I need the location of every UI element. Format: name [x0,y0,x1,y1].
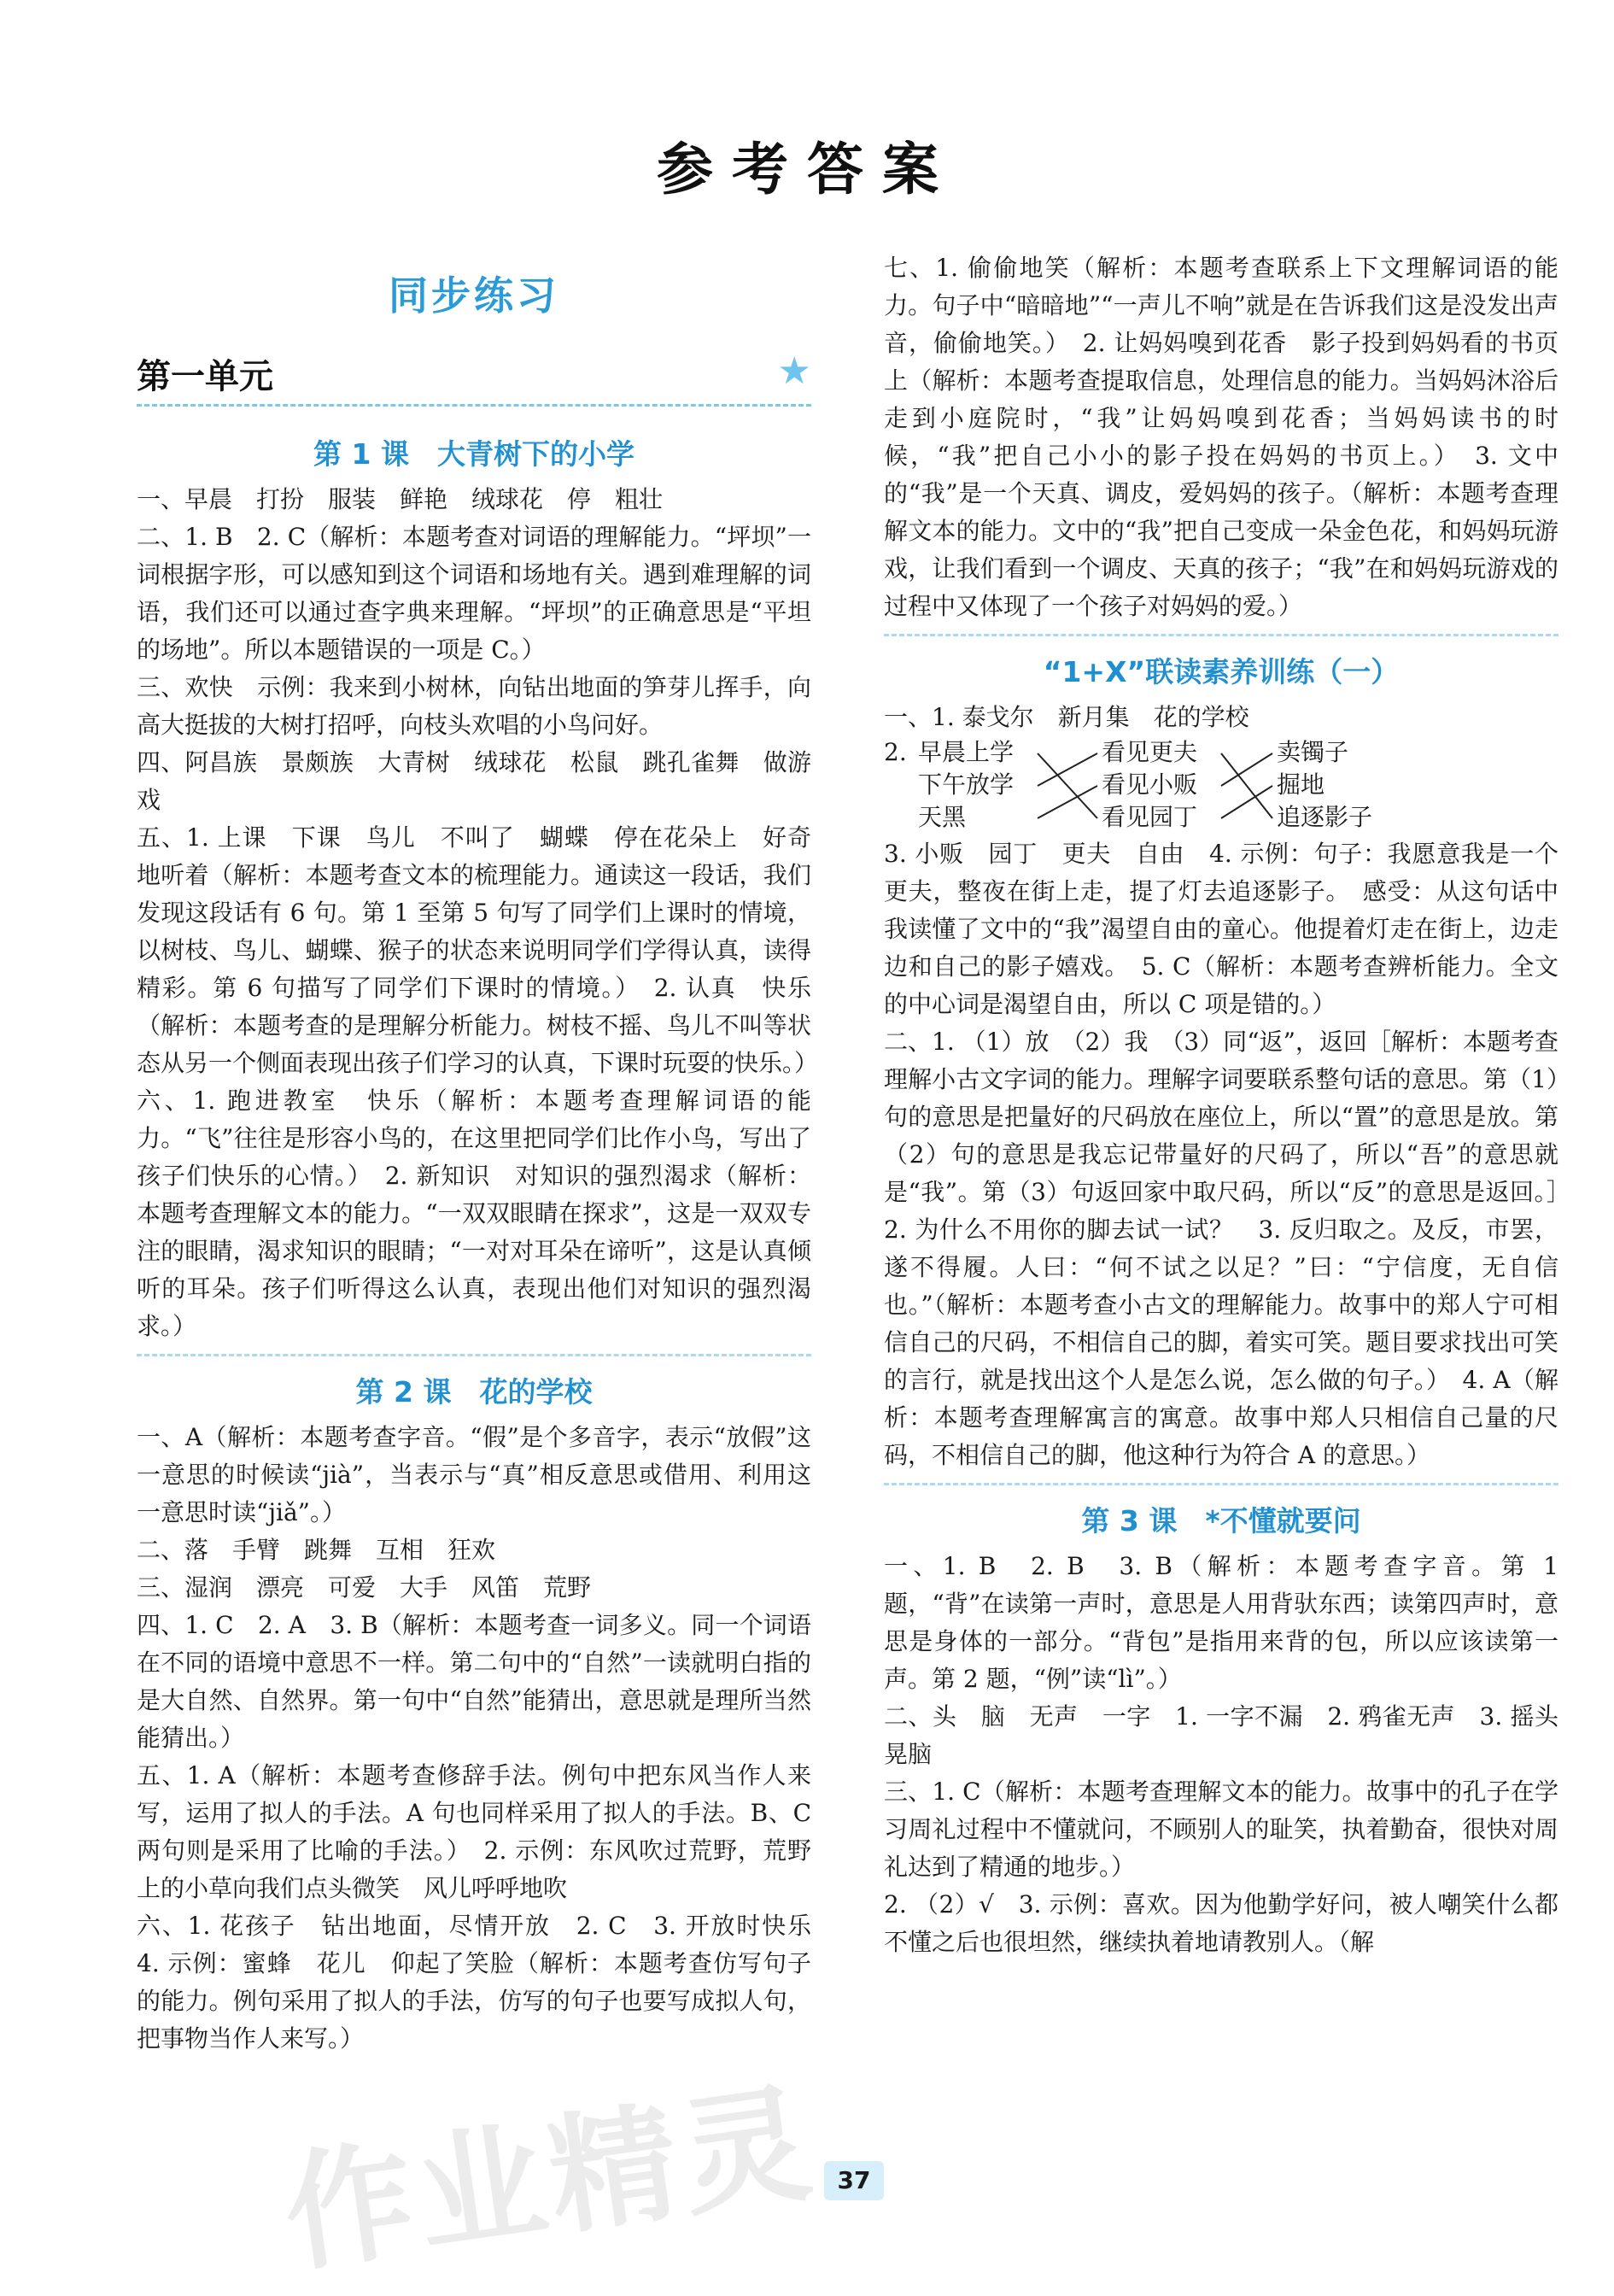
lesson-1-title: 第 1 课 大青树下的小学 [313,437,634,471]
divider [137,1354,811,1356]
lesson-3-part-3: 三、1. C（解析：本题考查理解文本的能力。故事中的孔子在学习周礼过程中不懂就问，不顾别人的耻笑，执着勤奋，很快对周礼达到了精通的地步。） [884,1778,1558,1881]
section-title: 同步练习 [389,272,559,319]
lian-du-part-2: 3. 小贩 园丁 更夫 自由 4. 示例：句子：我愿意我是一个更夫，整夜在街上走，提了灯去追逐影子。 感受：从这句话中我读懂了文中的“我”渴望自由的童心。他提着灯走在街上，边走边和自己的影子嬉戏。 5. C（解析：本题考查辨析能力。全文的中心词是渴望自由，所以 C 项是错的。） [884,840,1558,1018]
lesson-2-part-1: 一、A（解析：本题考查字音。“假”是个多音字，表示“放假”这一意思的时候读“jià”，当表示与“真”相反意思或借用、利用这一意思时读“jiǎ”。） [137,1423,811,1526]
unit-header [137,343,811,407]
lian-du-part-1: 一、1. 泰戈尔 新月集 花的学校 [884,703,1249,731]
lian-du-title: “1+X”联读素养训练（一） [1043,655,1400,688]
match-middle-item: 看见园丁 [1102,803,1198,831]
lesson-1-part-2: 二、1. B 2. C（解析：本题考查对词语的理解能力。“坪坝”一词根据字形，可以感知到这个词语和场地有关。遇到难理解的词语，我们还可以通过查字典来理解。“坪坝”的正确意思是“平坦的场地”。所以本题错误的一项是 C。） [137,523,811,664]
lesson-3-part-1: 一、1. B 2. B 3. B（解析：本题考查字音。第 1 题，“背”在读第一声时，意思是人用背驮东西；读第四声时，意思是身体的一部分。“背包”是指用来背的包，所以应该读第一声。第 2 题，“例”读“lì”。） [884,1552,1558,1693]
lesson-2-part-6: 六、1. 花孩子 钻出地面，尽情开放 2. C 3. 开放时快乐 4. 示例：蜜蜂 花儿 仰起了笑脸（解析：本题考查仿写句子的能力。例句采用了拟人的手法，仿写的句子也要写成拟人句，把事物当作人来写。） [137,1912,836,2053]
lesson-3-part-4: 2. （2）√ 3. 示例：喜欢。因为他勤学好问，被人嘲笑什么都不懂之后也很坦然，继续执着地请教别人。（解 [884,1890,1558,1956]
page-number: 37 [824,2161,884,2200]
lian-du-part-3: 二、1. （1）放 （2）我 （3）同“返”，返回［解析：本题考查理解小古文字词的能力。理解字词要联系整句话的意思。第（1）句的意思是把量好的尺码放在座位上，所以“置”的意思是放。第（2）句的意思是我忘记带量好的尺码了，所以“吾”的意思就是“我”。第（3）句返回家中取尺码，所以“反”的意思是返回。］ 2. 为什么不用你的脚去试一试？ 3. 反归取之。及反，市罢，遂不得履。人曰：“何不试之以足？”曰：“宁信度，无自信也。”（解析：本题考查小古文的理解能力。故事中的郑人宁可相信自己的尺码，不相信自己的脚，着实可笑。题目要求找出可笑的言行，就是找出这个人是怎么说，怎么做的句子。） 4. A（解析：本题考查理解寓言的寓意。故事中郑人只相信自己量的尺码，不相信自己的脚，他这种行为符合 A 的意思。） [884,1028,1583,1469]
divider [884,1483,1558,1485]
divider [884,634,1558,636]
match-right-item: 追逐影子 [1277,803,1373,831]
lesson-2-part-5: 五、1. A（解析：本题考查修辞手法。例句中把东风当作人来写，运用了拟人的手法。A 句也同样采用了拟人的手法。B、C 两句则是采用了比喻的手法。） 2. 示例：东风吹过荒野，荒野上的小草向我们点头微笑 风儿呼呼地吹 [137,1761,811,1902]
match-left-item: 早晨上学 [918,738,1015,766]
unit-title: 第一单元 [137,357,273,396]
lesson-3-part-2: 二、头 脑 无声 一字 1. 一字不漏 2. 鸦雀无声 3. 摇头晃脑 [884,1702,1558,1768]
match-left-item: 下午放学 [918,770,1015,799]
match-middle-item: 看见小贩 [1102,770,1198,799]
lesson-1-part-1: 一、早晨 打扮 服装 鲜艳 绒球花 停 粗壮 [137,485,664,513]
lesson-1-part-5: 五、1. 上课 下课 鸟儿 不叫了 蝴蝶 停在花朵上 好奇地听着（解析：本题考查文本的梳理能力。通读这一段话，我们发现这段话有 6 句。第 1 至第 5 句写了同学们上课时的情境，以树枝、鸟儿、蝴蝶、猴子的状态来说明同学们学得认真，读得精彩。第 6 句描写了同学们下课时的情境。） 2. 认真 快乐（解析：本题考查的是理解分析能力。树枝不摇、鸟儿不叫等状态从另一个侧面表现出孩子们学习的认真，下课时玩耍的快乐。） [137,823,819,1077]
right-column [884,249,1583,1961]
lesson-3-title: 第 3 课 *不懂就要问 [1081,1504,1361,1538]
match-right-item: 卖镯子 [1277,738,1349,766]
lesson-2-title: 第 2 课 花的学校 [355,1375,593,1409]
lesson-1-part-4: 四、阿昌族 景颇族 大青树 绒球花 松鼠 跳孔雀舞 做游戏 [137,748,811,814]
lesson-2-part-3: 三、湿润 漂亮 可爱 大手 风笛 荒野 [137,1573,592,1602]
left-column [137,256,836,2058]
match-middle-item: 看见更夫 [1102,738,1198,766]
match-right-item: 掘地 [1277,770,1325,799]
lesson-1-part-3: 三、欢快 示例：我来到小树林，向钻出地面的笋芽儿挥手，向高大挺拔的大树打招呼，向枝头欢唱的小鸟问好。 [137,673,811,739]
page-title: 参考答案 [657,136,957,202]
star-icon: ★ [777,349,811,393]
watermark: 作业精灵 [275,2069,825,2291]
match-left-item: 天黑 [918,803,967,831]
match-number: 2. [884,738,907,766]
matching-exercise [884,736,1558,835]
lesson-2-part-4: 四、1. C 2. A 3. B（解析：本题考查一词多义。同一个词语在不同的语境中意思不一样。第二句中的“自然”一读就明白指的是大自然、自然界。第一句中“自然”能猜出，意思就是理所当然能猜出。） [137,1611,811,1752]
lesson-1-part-6: 六、1. 跑进教室 快乐（解析：本题考查理解词语的能力。“飞”往往是形容小鸟的，在这里把同学们比作小鸟，写出了孩子们快乐的心情。） 2. 新知识 对知识的强烈渴求（解析：本题考查理解文本的能力。“一双双眼睛在探求”，这是一双双专注的眼睛，渴求知识的眼睛；“一对对耳朵在谛听”，这是认真倾听的耳朵。孩子们听得这么认真，表现出他们对知识的强烈渴求。） [137,1086,811,1340]
lesson-2-part-2: 二、落 手臂 跳舞 互相 狂欢 [137,1536,496,1564]
lesson-2-part-7: 七、1. 偷偷地笑（解析：本题考查联系上下文理解词语的能力。句子中“暗暗地”“一声儿不响”就是在告诉我们这是没发出声音，偷偷地笑。） 2. 让妈妈嗅到花香 影子投到妈妈看的书页上（解析：本题考查提取信息，处理信息的能力。当妈妈沐浴后走到小庭院时，“我”让妈妈嗅到花香；当妈妈读书的时候，“我”把自己小小的影子投在妈妈的书页上。） 3. 文中的“我”是一个天真、调皮，爱妈妈的孩子。（解析：本题考查理解文本的能力。文中的“我”把自己变成一朵金色花，和妈妈玩游戏，让我们看到一个调皮、天真的孩子；“我”在和妈妈玩游戏的过程中又体现了一个孩子对妈妈的爱。） [884,254,1558,620]
